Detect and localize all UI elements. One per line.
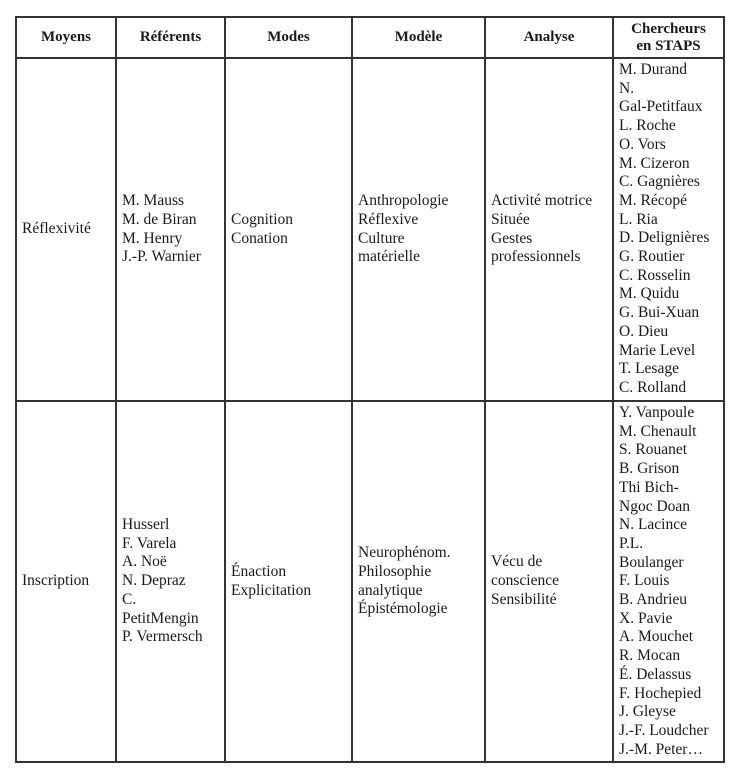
cell-line: M. Quidu bbox=[619, 285, 680, 303]
header-chercheurs bbox=[613, 17, 724, 58]
header-modes: Modes bbox=[225, 17, 352, 58]
cell-line: Cognition bbox=[231, 210, 294, 228]
cell-chercheurs bbox=[613, 58, 724, 401]
cell-line: B. Grison bbox=[619, 460, 680, 478]
cell-line: M. Henry bbox=[122, 229, 183, 247]
cell-line: G. Routier bbox=[619, 248, 685, 266]
cell-line: PetitMengin bbox=[122, 609, 199, 627]
cell-line: N. bbox=[619, 79, 635, 97]
cell-line: Ngoc Doan bbox=[619, 497, 691, 515]
cell-line: M. Mauss bbox=[122, 192, 185, 210]
cell-line: Thi Bich- bbox=[619, 478, 679, 496]
cell-referents bbox=[116, 401, 225, 762]
header-analyse: Analyse bbox=[485, 17, 613, 58]
header-row bbox=[16, 17, 724, 58]
cell-modele bbox=[352, 58, 485, 401]
cell-line: D. Delignières bbox=[619, 229, 710, 247]
cell-line: O. Vors bbox=[619, 135, 666, 153]
cell-line: professionnels bbox=[491, 248, 581, 266]
cell-line: C. bbox=[122, 590, 137, 608]
cell-line: Gal-Petitfaux bbox=[619, 98, 703, 116]
cell-line: Énaction bbox=[231, 562, 287, 580]
cell-line: B. Andrieu bbox=[619, 591, 688, 609]
cell-line: G. Bui-Xuan bbox=[619, 304, 700, 322]
cell-line: Conation bbox=[231, 229, 288, 247]
cell-line: X. Pavie bbox=[619, 609, 673, 627]
cell-line: L. Roche bbox=[619, 117, 676, 135]
cell-line: J.-F. Loudcher bbox=[619, 721, 709, 739]
cell-moyens: Inscription bbox=[16, 401, 116, 762]
cell-line: C. Rolland bbox=[619, 378, 687, 396]
cell-referents bbox=[116, 58, 225, 401]
header-referents: Référents bbox=[116, 17, 225, 58]
cell-line: M. Cizeron bbox=[619, 154, 690, 172]
cell-line: F. Louis bbox=[619, 572, 670, 590]
cell-line: M. Durand bbox=[619, 61, 688, 78]
cell-line: Y. Vanpoule bbox=[619, 404, 695, 421]
cell-line: M. Récopé bbox=[619, 191, 688, 209]
cell-line: N. Lacince bbox=[619, 516, 687, 534]
cell-line: M. Chenault bbox=[619, 422, 697, 440]
cell-line: Épistémologie bbox=[358, 600, 448, 618]
cell-moyens: Réflexivité bbox=[16, 58, 116, 401]
cell-chercheurs bbox=[613, 401, 724, 762]
cell-line: Philosophie bbox=[358, 562, 432, 580]
cell-line: Située bbox=[491, 210, 530, 228]
cell-line: L. Ria bbox=[619, 210, 658, 228]
cell-line: Husserl bbox=[122, 516, 170, 534]
cell-line: F. Hochepied bbox=[619, 684, 702, 702]
cell-line: P.L. bbox=[619, 534, 644, 552]
cell-line: R. Mocan bbox=[619, 647, 681, 665]
cell-line: S. Rouanet bbox=[619, 441, 688, 459]
cell-line: matérielle bbox=[358, 248, 420, 266]
cell-line: Sensibilité bbox=[491, 590, 557, 608]
header-chercheurs-line: en STAPS bbox=[636, 37, 701, 54]
cell-line: Explicitation bbox=[231, 581, 312, 599]
cell-line: É. Delassus bbox=[619, 665, 692, 683]
cell-line: F. Varela bbox=[122, 534, 177, 552]
cell-line: Vécu de bbox=[491, 553, 543, 571]
cell-line: A. Mouchet bbox=[619, 628, 694, 646]
cell-line: Activité motrice bbox=[491, 192, 593, 210]
cell-line: analytique bbox=[358, 581, 423, 599]
cell-line: Anthropologie bbox=[358, 192, 449, 210]
table-row bbox=[16, 58, 724, 401]
cell-line: C. Gagnières bbox=[619, 173, 700, 191]
cell-line: J.-P. Warnier bbox=[122, 248, 201, 266]
cell-line: Boulanger bbox=[619, 553, 684, 571]
comparison-table bbox=[15, 16, 725, 763]
cell-line: P. Vermersch bbox=[122, 628, 203, 646]
header-moyens: Moyens bbox=[16, 17, 116, 58]
cell-line: A. Noë bbox=[122, 553, 167, 571]
cell-line: Culture bbox=[358, 229, 405, 247]
cell-line: Marie Level bbox=[619, 341, 696, 359]
header-modele: Modèle bbox=[352, 17, 485, 58]
cell-analyse bbox=[485, 401, 613, 762]
header-chercheurs-line: Chercheurs bbox=[631, 20, 706, 37]
cell-line: T. Lesage bbox=[619, 360, 679, 378]
cell-analyse bbox=[485, 58, 613, 401]
table-row bbox=[16, 401, 724, 762]
cell-line: J.-M. Peter… bbox=[619, 740, 703, 758]
cell-line: O. Dieu bbox=[619, 322, 669, 340]
cell-line: M. de Biran bbox=[122, 210, 197, 228]
cell-line: Réflexive bbox=[358, 210, 419, 228]
cell-modes bbox=[225, 58, 352, 401]
cell-line: N. Depraz bbox=[122, 572, 186, 590]
cell-line: C. Rosselin bbox=[619, 266, 691, 284]
cell-modes bbox=[225, 401, 352, 762]
cell-line: Gestes bbox=[491, 229, 533, 247]
cell-line: Neurophénom. bbox=[358, 544, 451, 562]
cell-line: conscience bbox=[491, 572, 559, 590]
cell-modele bbox=[352, 401, 485, 762]
cell-line: J. Gleyse bbox=[619, 703, 676, 721]
